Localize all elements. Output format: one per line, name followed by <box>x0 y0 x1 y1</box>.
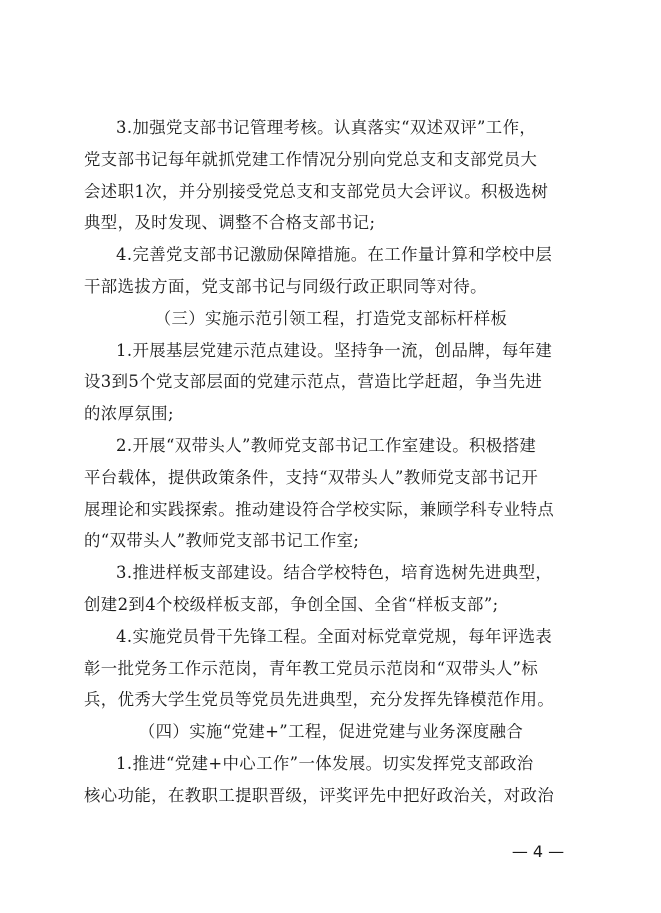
paragraph-line: 会述职1次，并分别接受党总支和支部党员大会评议。积极选树 <box>84 181 549 201</box>
paragraph-line: 1.推进“党建+中心工作”一体发展。切实发挥党支部政治 <box>116 753 534 773</box>
paragraph-line: 2.开展“双带头人”教师党支部书记工作室建设。积极搭建 <box>116 435 537 455</box>
paragraph-line: 1.开展基层党建示范点建设。坚持争一流，创品牌，每年建 <box>116 340 553 360</box>
paragraph-line: 的“双带头人”教师党支部书记工作室; <box>84 531 360 551</box>
paragraph-line: 的浓厚氛围; <box>84 404 174 424</box>
section-heading: （三）实施示范引领工程，打造党支部标杆样板 <box>154 308 508 328</box>
paragraph-line: 平台载体，提供政策条件，支持“双带头人”教师党支部书记开 <box>84 467 539 487</box>
paragraph-line: 彰一批党务工作示范岗，青年教工党员示范岗和“双带头人”标 <box>84 658 539 678</box>
paragraph-line: 4.实施党员骨干先锋工程。全面对标党章党规，每年评选表 <box>116 626 553 646</box>
paragraph-line: 核心功能，在教职工提职晋级，评奖评先中把好政治关，对政治 <box>84 785 555 805</box>
paragraph-line: 干部选拔方面，党支部书记与同级行政正职同等对待。 <box>84 276 487 296</box>
paragraph-line: 党支部书记每年就抓党建工作情况分别向党总支和支部党员大 <box>84 149 538 169</box>
paragraph-line: 展理论和实践探索。推动建设符合学校实际，兼顾学科专业特点 <box>84 499 555 519</box>
paragraph-line: 设3到5个党支部层面的党建示范点，营造比学赶超，争当先进 <box>84 372 543 392</box>
paragraph-line: 兵，优秀大学生党员等党员先进典型，充分发挥先锋模范作用。 <box>84 690 555 710</box>
paragraph-line: 典型，及时发现、调整不合格支部书记; <box>84 213 376 233</box>
page-number: — 4 — <box>511 842 565 861</box>
paragraph-line: 3.推进样板支部建设。结合学校特色，培育选树先进典型， <box>116 563 553 583</box>
paragraph-line: 3.加强党支部书记管理考核。认真落实“双述双评”工作， <box>116 118 537 137</box>
body-text <box>84 112 578 812</box>
paragraph-line: 创建2到4个校级样板支部，争创全国、全省“样板支部”; <box>84 594 499 614</box>
section-heading: （四）实施“党建+”工程，促进党建与业务深度融合 <box>138 722 524 742</box>
paragraph-line: 4.完善党支部书记激励保障措施。在工作量计算和学校中层 <box>116 245 553 265</box>
